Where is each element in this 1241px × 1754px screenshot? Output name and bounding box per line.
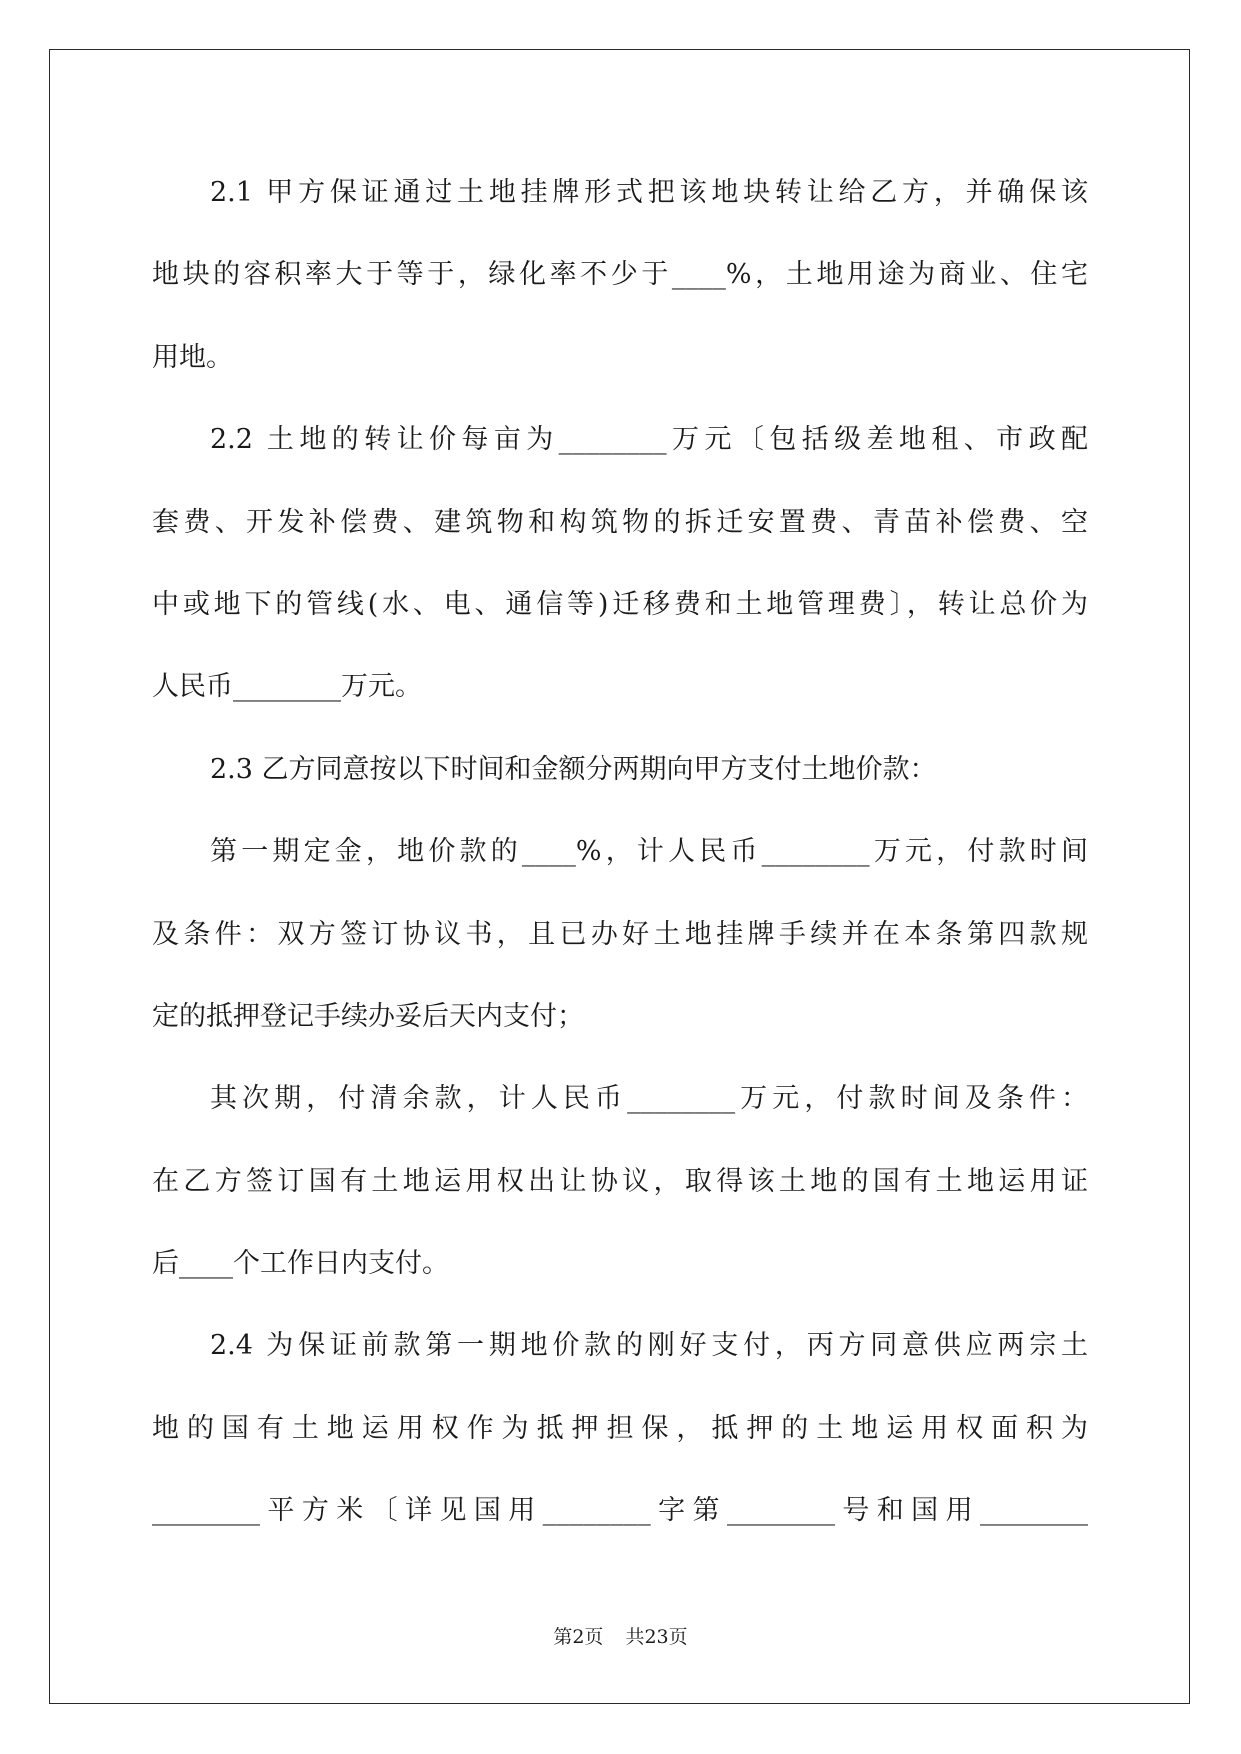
paragraph-line bbox=[152, 646, 1088, 728]
paragraph-line bbox=[152, 976, 1088, 1058]
paragraph-line bbox=[152, 1058, 1088, 1140]
line-text: 地的国有土地运用权作为抵押担保，抵押的土地运用权面积为 bbox=[152, 1412, 1088, 1444]
line-text: 及条件：双方签订协议书，且已办好土地挂牌手续并在本条第四款规 bbox=[152, 918, 1088, 950]
paragraph-line bbox=[152, 811, 1088, 893]
line-text: 2.1 甲方保证通过土地挂牌形式把该地块转让给乙方，并确保该 bbox=[210, 177, 1088, 208]
line-text: ________平方米〔详见国用________字第________号和国用________ bbox=[152, 1495, 1088, 1527]
paragraph-line bbox=[152, 152, 1088, 234]
line-text: 用地。 bbox=[152, 341, 233, 373]
line-text: 地块的容积率大于等于，绿化率不少于____%，土地用途为商业、住宅 bbox=[152, 259, 1088, 291]
paragraph-line bbox=[152, 482, 1088, 564]
paragraph-line bbox=[152, 729, 1088, 811]
line-text: 其次期，付清余款，计人民币________万元，付款时间及条件： bbox=[210, 1083, 1088, 1115]
line-text: 套费、开发补偿费、建筑物和构筑物的拆迁安置费、青苗补偿费、空 bbox=[152, 506, 1088, 538]
page-number: 第2页 bbox=[553, 1626, 604, 1648]
paragraph-line bbox=[152, 1223, 1088, 1305]
line-text: 人民币________万元。 bbox=[152, 671, 422, 703]
line-text: 2.2 土地的转让价每亩为________万元〔包括级差地租、市政配 bbox=[210, 424, 1088, 456]
line-text: 第一期定金，地价款的____%，计人民币________万元，付款时间 bbox=[210, 836, 1088, 868]
document-body bbox=[152, 152, 1088, 1553]
page-total: 共23页 bbox=[625, 1626, 688, 1648]
paragraph-line bbox=[152, 564, 1088, 646]
line-text: 2.4 为保证前款第一期地价款的刚好支付，丙方同意供应两宗土 bbox=[210, 1330, 1088, 1362]
paragraph-line bbox=[152, 317, 1088, 399]
paragraph-line bbox=[152, 1305, 1088, 1387]
paragraph-line bbox=[152, 1388, 1088, 1470]
line-text: 后____个工作日内支付。 bbox=[152, 1248, 449, 1280]
line-text: 2.3 乙方同意按以下时间和金额分两期向甲方支付土地价款： bbox=[210, 753, 937, 785]
line-text: 定的抵押登记手续办妥后天内支付； bbox=[152, 1000, 584, 1032]
paragraph-line bbox=[152, 234, 1088, 316]
paragraph-line bbox=[152, 894, 1088, 976]
page-footer bbox=[0, 1622, 1241, 1649]
line-text: 中或地下的管线(水、电、通信等)迁移费和土地管理费〕，转让总价为 bbox=[152, 588, 1088, 620]
paragraph-line bbox=[152, 1141, 1088, 1223]
line-text: 在乙方签订国有土地运用权出让协议，取得该土地的国有土地运用证 bbox=[152, 1165, 1088, 1197]
paragraph-line bbox=[152, 399, 1088, 481]
paragraph-line bbox=[152, 1470, 1088, 1552]
